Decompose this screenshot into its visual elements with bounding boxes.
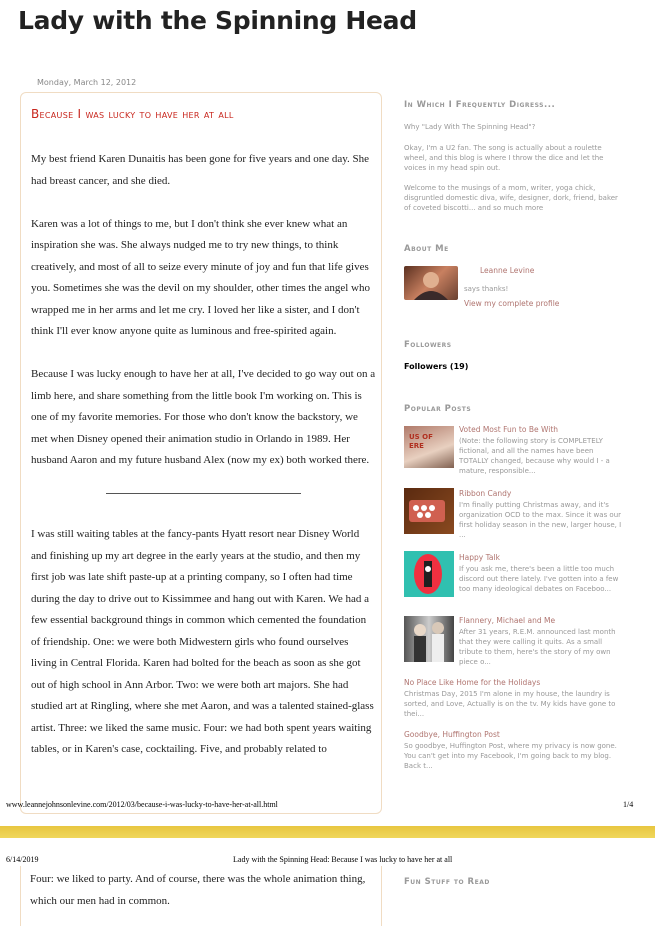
- post-paragraph: My best friend Karen Dunaitis has been gone for five years and one day. She had breast cancer, and she died.: [31, 153, 370, 187]
- post-continuation: Four: we liked to party. And of course, there was the whole animation thing, which our men had in common.: [30, 873, 366, 907]
- profile-photo-icon: [404, 266, 458, 300]
- popular-post-title[interactable]: No Place Like Home for the Holidays: [404, 678, 541, 687]
- popular-post-excerpt: If you ask me, there's been a little too much discord out there lately. I've gotten into a few too many ideological debates on Faceboo...: [459, 565, 619, 593]
- print-page-number: 1/4: [623, 800, 634, 809]
- print-date: 6/14/2019: [6, 855, 39, 864]
- fun-stuff-heading: Fun Stuff to Read: [404, 877, 490, 887]
- author-name[interactable]: Leanne Levine: [480, 266, 535, 275]
- post-paragraph: Karen was a lot of things to me, but I don't think she ever knew what an inspiration she was. She always nudged me to try new things, to think creatively, and most of all to seize every minute of joy and fun that life gives you. Sometimes she was the devil on my shoulder, other times the angel who wrapped me in her arms and let me cry. I loved her like a sister, and I don't think I'll ever know anyone quite as luminous and free-spirited again.: [31, 217, 370, 337]
- author-says: says thanks!: [464, 285, 509, 293]
- thumb-sign-text: US OF ERE: [409, 433, 433, 450]
- print-url: www.leannejohnsonlevine.com/2012/03/because-i-was-lucky-to-have-her-at-all.html: [6, 800, 278, 809]
- popular-post-title[interactable]: Goodbye, Huffington Post: [404, 730, 500, 739]
- thumb-happy-talk[interactable]: [404, 551, 454, 597]
- digress-question: Why "Lady With The Spinning Head"?: [404, 123, 536, 131]
- thumb-ribbon-candy[interactable]: [404, 488, 454, 534]
- candy-dish-icon: [404, 488, 454, 534]
- avatar[interactable]: [404, 266, 458, 300]
- thumb-voted[interactable]: [404, 426, 454, 468]
- post-body: [31, 149, 376, 782]
- popular-post-title[interactable]: Flannery, Michael and Me: [459, 616, 556, 625]
- popular-post-excerpt: I'm finally putting Christmas away, and it's organization OCD to the max. Since it was our first holiday season in the new, larger house, I ...: [459, 501, 622, 539]
- popular-post-title[interactable]: Ribbon Candy: [459, 489, 512, 498]
- post-title[interactable]: Because I was lucky to have her at all: [31, 107, 234, 121]
- popular-post-excerpt: (Note: the following story is COMPLETELY fictional, and all the names have been TOTALLY changed, because why would I - a mature, responsible...: [459, 437, 610, 475]
- post-paragraph: I was still waiting tables at the fancy-pants Hyatt resort near Disney World and finishing up my art degree in the early years at the studio, and then my first job was late shift paste-up at a printing company, so I often had time during the day to drive out to Kissimmee and hang out with Karen. We had a few essential background things in common which cemented the foundation of friendship. One: we were both Midwestern girls who found ourselves living in Central Florida. Karen had bolted for the beach as soon as she got out of high school in Ann Arbor. Two: we were both art majors. She had studied art at Ringling, where she met Aaron, and was a talented stained-glass artist. Three: we liked the same music. Four: we had both spent years waiting tables, or in Karen's case, cocktailing. Five, and probably related to: [31, 528, 374, 755]
- profile-link[interactable]: View my complete profile: [464, 299, 560, 308]
- post-container: [20, 92, 382, 814]
- about-heading: About Me: [404, 244, 449, 254]
- popular-post-excerpt: Christmas Day, 2015 I'm alone in my house, the laundry is sorted, and Love, Actually is on the tv. My kids have gone to thei...: [404, 690, 616, 718]
- followers-heading: Followers: [404, 340, 452, 350]
- popular-post-excerpt: After 31 years, R.E.M. announced last month that they were calling it quits. As a small tribute to them, here's the story of my own piece o...: [459, 628, 616, 666]
- cartoon-face-icon: [404, 551, 454, 597]
- popular-post-title[interactable]: Happy Talk: [459, 553, 500, 562]
- digress-heading: In Which I Frequently Digress...: [404, 100, 556, 110]
- thumb-flannery[interactable]: [404, 616, 454, 662]
- popular-heading: Popular Posts: [404, 404, 472, 414]
- digress-welcome: Welcome to the musings of a mom, writer, yoga chick, disgruntled domestic diva, wife, designer, dork, friend, baker of coveted biscotti... and so much more: [404, 184, 618, 212]
- popular-post-excerpt: So goodbye, Huffington Post, where my privacy is now gone. You can't get into my Facebook, I'm going back to my blog. Back t...: [404, 742, 617, 770]
- page-break-band: [0, 826, 655, 838]
- digress-text: Okay, I'm a U2 fan. The song is actually about a roulette wheel, and this blog is where I throw the dice and let the voices in my head spin out.: [404, 144, 604, 172]
- post-date: Monday, March 12, 2012: [37, 78, 137, 87]
- post-paragraph: Because I was lucky enough to have her at all, I've decided to go way out on a limb here, and share something from the little book I'm working on. This is one of my favorite memories. For those who don't know the backstory, we met when Disney opened their animation studio in Orlando in 1989. Her husband Aaron and my future husband Alex (now my ex) both worked there.: [31, 368, 376, 466]
- print-header-title: Lady with the Spinning Head: Because I was lucky to have her at all: [233, 855, 453, 864]
- blog-title[interactable]: Lady with the Spinning Head: [18, 6, 417, 35]
- divider: [106, 493, 301, 494]
- photo-people-icon: [404, 616, 454, 662]
- followers-count[interactable]: Followers (19): [404, 362, 469, 371]
- popular-post-title[interactable]: Voted Most Fun to Be With: [459, 425, 559, 434]
